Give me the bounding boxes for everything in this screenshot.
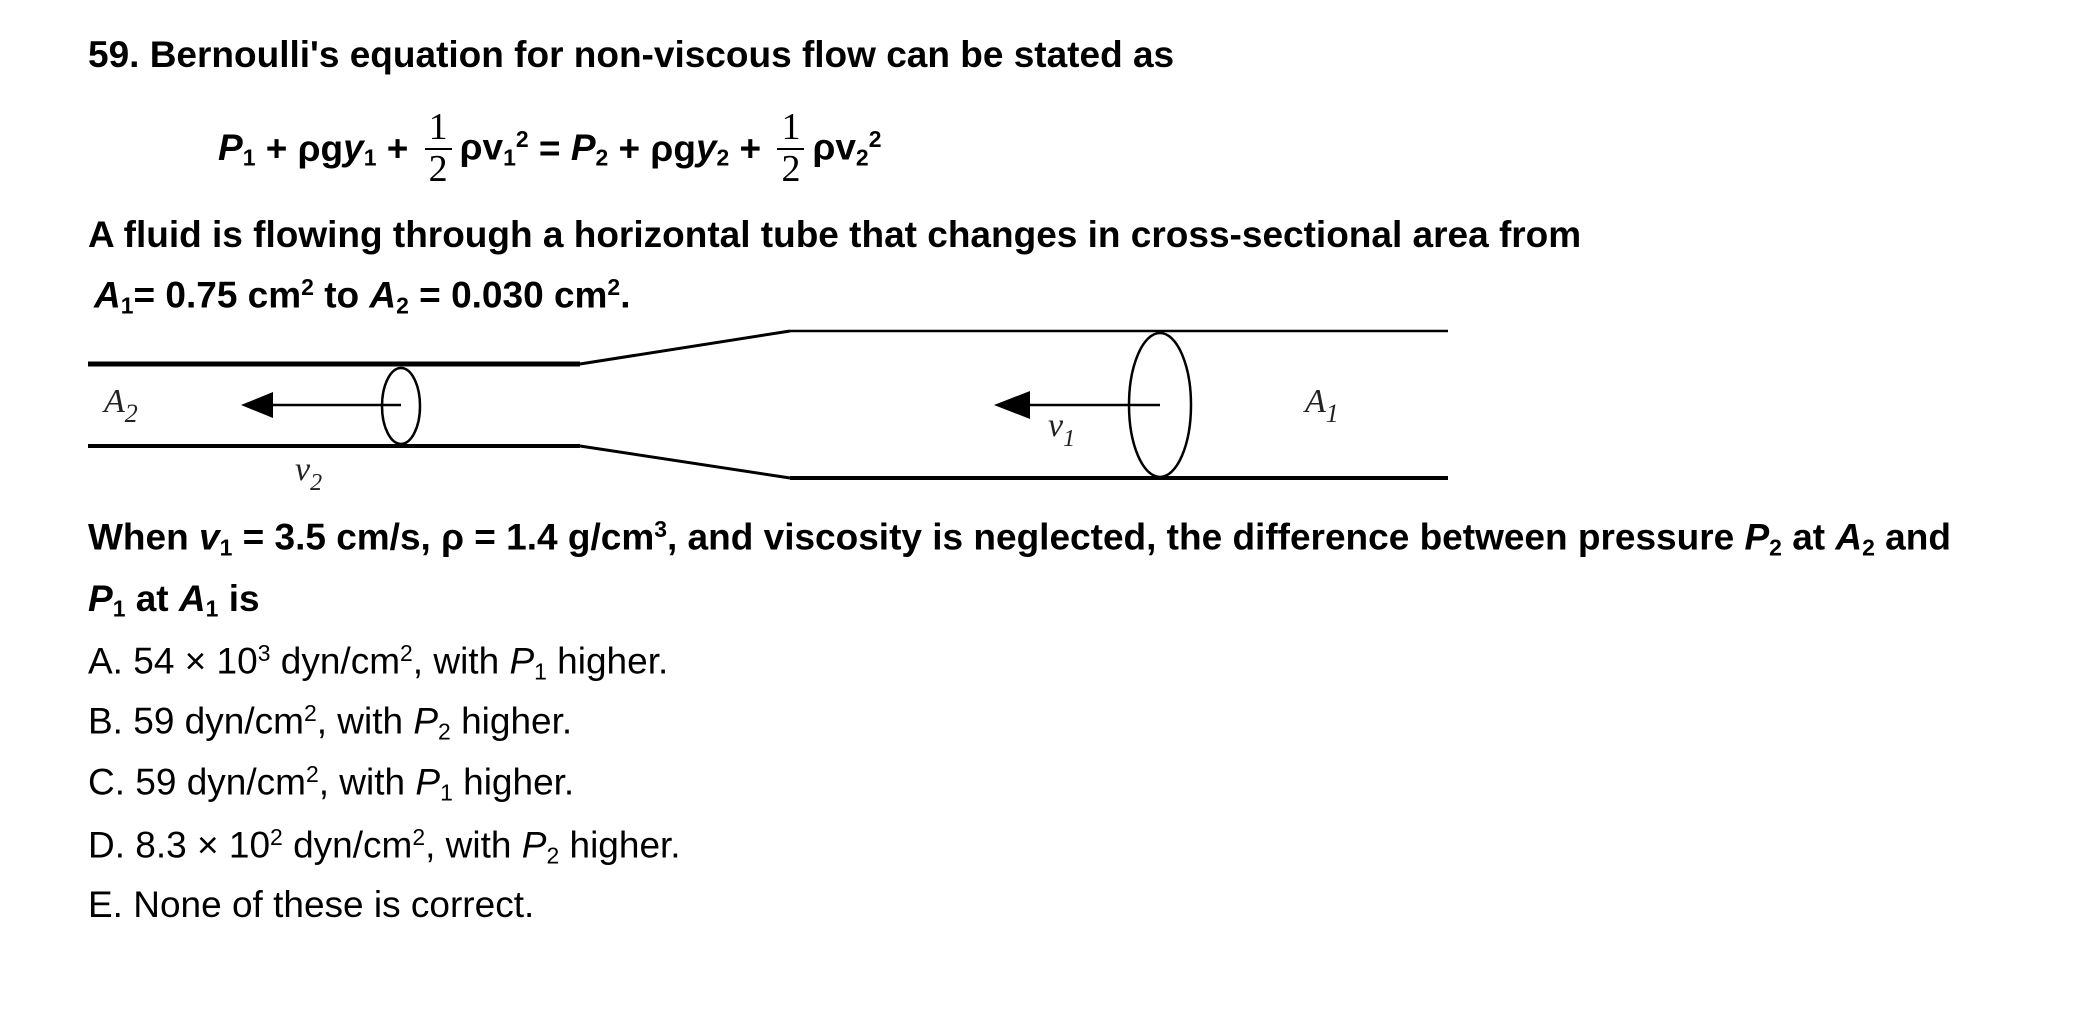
setup-line-2: $A_1= 0.75$ $cm^2$ to $A_2 = 0.030$ $cm^2$. bbox=[94, 274, 631, 319]
condition-line-2: $P_1$ at $A_1$ is bbox=[88, 578, 260, 622]
option-a[interactable]: A. $54 \times 10^3$ dyn/$cm^2$, with $P_1$ higher. bbox=[88, 640, 669, 685]
condition-line-1: When $v_1 = 3.5$ cm/s, ρ = 1.4 $g/cm^3$, and viscosity is neglected, the difference between pressure $P_2$ at $A_2$ and bbox=[88, 516, 1951, 561]
arrowhead-v2-icon bbox=[241, 392, 273, 418]
setup-line-1: A fluid is flowing through a horizontal tube that changes in cross-sectional area from bbox=[88, 214, 1582, 255]
bernoulli-equation: $P_1$ + ρg $y_1$ + $\frac{1}{2}$ $\rho v_1^2$ = $P_2$ + ρg $y_2$ + $\frac{1}{2}$ $\rho v_2^2$ bbox=[218, 106, 882, 190]
label-v1: $v_1$ bbox=[1048, 407, 1076, 452]
option-b[interactable]: B. 59 dyn/$cm^2$, with $P_2$ higher. bbox=[88, 700, 573, 745]
label-a1: $A_1$ bbox=[1305, 383, 1339, 428]
option-c[interactable]: C. 59 dyn/$cm^2$, with $P_1$ higher. bbox=[88, 761, 575, 806]
label-a2: $A_2$ bbox=[104, 383, 138, 428]
option-e[interactable]: E. None of these is correct. bbox=[88, 884, 535, 925]
arrowhead-v1-icon bbox=[994, 391, 1030, 419]
fraction-one-half: $\frac{1}{2}$ bbox=[425, 108, 452, 190]
taper-top bbox=[580, 331, 790, 364]
fraction-one-half-2: $\frac{1}{2}$ bbox=[777, 108, 804, 190]
option-d[interactable]: D. $8.3 \times 10^2$ dyn/$cm^2$, with $P_2$ higher. bbox=[88, 824, 681, 869]
taper-bottom bbox=[580, 446, 790, 478]
question-title: 59. Bernoulli's equation for non-viscous flow can be stated as bbox=[88, 34, 1175, 75]
label-v2: $v_2$ bbox=[295, 451, 323, 496]
